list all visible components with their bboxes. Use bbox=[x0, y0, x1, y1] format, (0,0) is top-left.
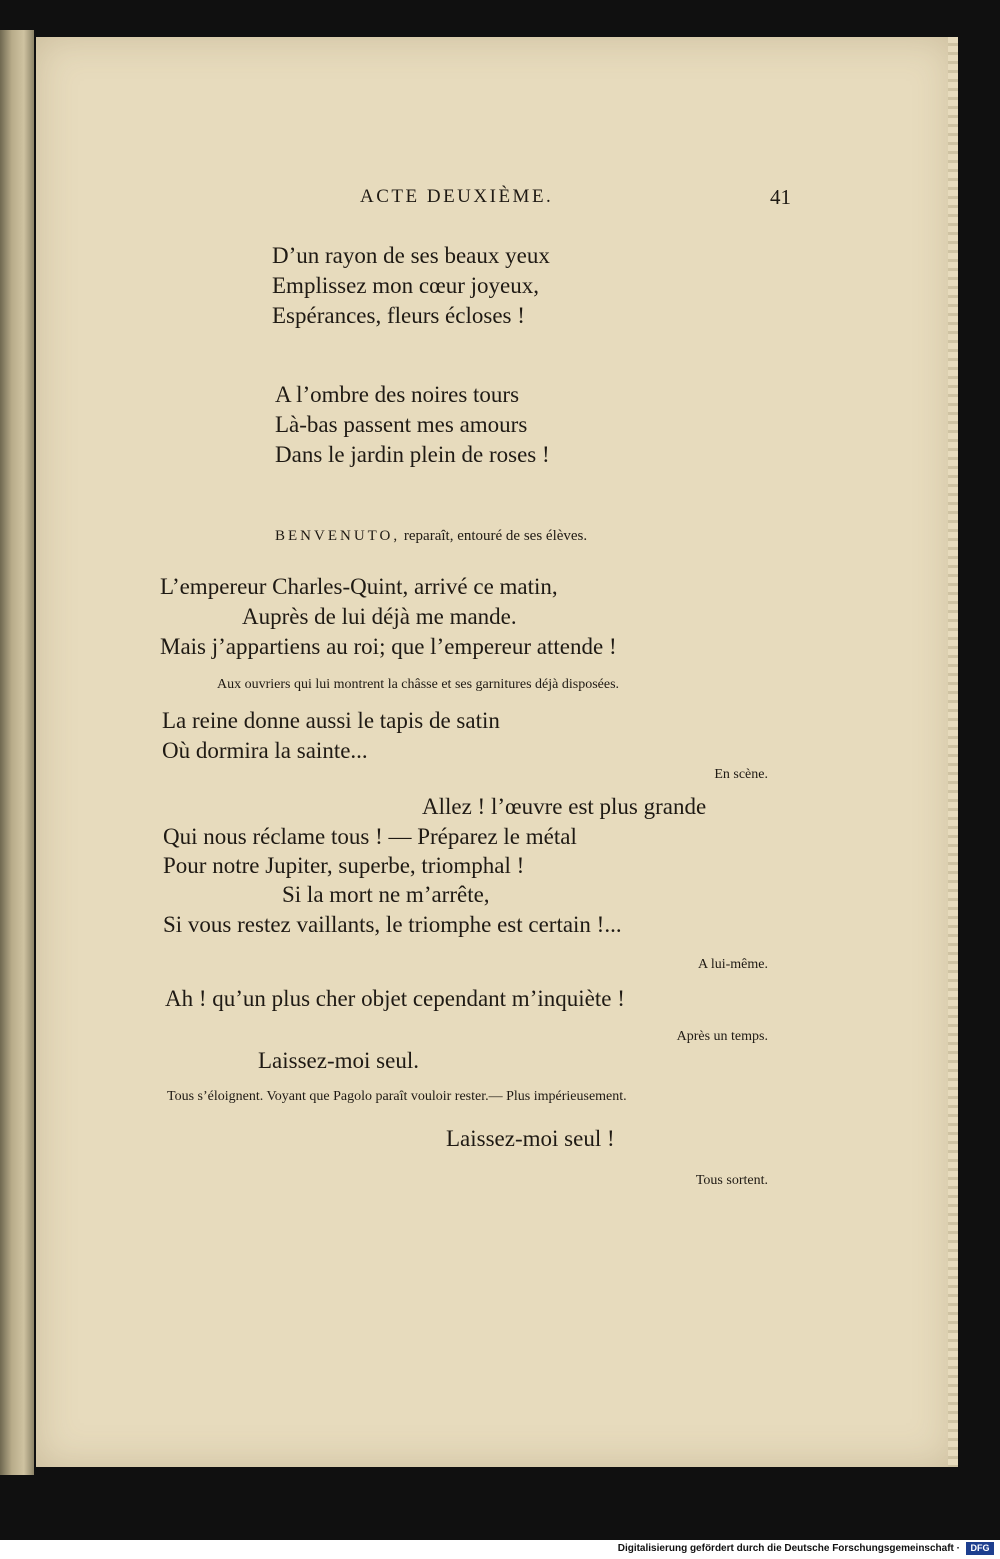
speaker-direction: reparaît, entouré de ses élèves. bbox=[403, 528, 588, 544]
speaker-heading bbox=[275, 528, 587, 545]
stage-direction: Tous s’éloignent. Voyant que Pagolo paraît vouloir rester.— Plus impérieusement. bbox=[167, 1089, 627, 1104]
page-deckle-edge bbox=[948, 37, 958, 1467]
running-head: ACTE DEUXIÈME. bbox=[360, 186, 554, 207]
speech-line: La reine donne aussi le tapis de satin bbox=[162, 708, 500, 733]
verse-line: Emplissez mon cœur joyeux, bbox=[272, 273, 540, 298]
previous-page-edge bbox=[0, 30, 34, 1475]
funding-credit: Digitalisierung gefördert durch die Deutsche Forschungsgemeinschaft · bbox=[617, 1543, 960, 1554]
speech-line: Qui nous réclame tous ! — Préparez le métal bbox=[163, 824, 577, 849]
speech-line: Mais j’appartiens au roi; que l’empereur attende ! bbox=[160, 634, 617, 659]
verse-line: Là-bas passent mes amours bbox=[275, 412, 528, 437]
speech-line: L’empereur Charles-Quint, arrivé ce matin, bbox=[160, 574, 558, 599]
stage-direction: A lui-même. bbox=[698, 957, 768, 972]
stage-direction: En scène. bbox=[714, 767, 768, 782]
speech-line: Auprès de lui déjà me mande. bbox=[242, 604, 517, 629]
verse-line: D’un rayon de ses beaux yeux bbox=[272, 243, 550, 268]
speech-line: Ah ! qu’un plus cher objet cependant m’inquiète ! bbox=[165, 986, 625, 1011]
verse-line: Dans le jardin plein de roses ! bbox=[275, 442, 550, 467]
previous-page-fragments bbox=[4, 430, 28, 540]
stage-direction: Tous sortent. bbox=[695, 1173, 768, 1188]
speech-line: Si vous restez vaillants, le triomphe est certain !... bbox=[163, 912, 622, 937]
dfg-logo: DFG bbox=[966, 1542, 994, 1555]
stage-direction: Aux ouvriers qui lui montrent la châsse et ses garnitures déjà disposées. bbox=[217, 677, 620, 692]
speech-line: Si la mort ne m’arrête, bbox=[282, 882, 490, 907]
speech-line: Allez ! l’œuvre est plus grande bbox=[422, 794, 707, 819]
verse-line: A l’ombre des noires tours bbox=[275, 382, 520, 407]
stage-direction: Après un temps. bbox=[676, 1029, 768, 1044]
page-number: 41 bbox=[770, 185, 791, 209]
speech-line: Laissez-moi seul ! bbox=[446, 1126, 615, 1151]
speech-line: Pour notre Jupiter, superbe, triomphal ! bbox=[163, 853, 525, 878]
speech-line: Laissez-moi seul. bbox=[258, 1048, 419, 1073]
speaker-name: BENVENUTO, bbox=[275, 528, 401, 544]
verse-line: Espérances, fleurs écloses ! bbox=[272, 303, 525, 328]
speech-line: Où dormira la sainte... bbox=[162, 738, 368, 763]
